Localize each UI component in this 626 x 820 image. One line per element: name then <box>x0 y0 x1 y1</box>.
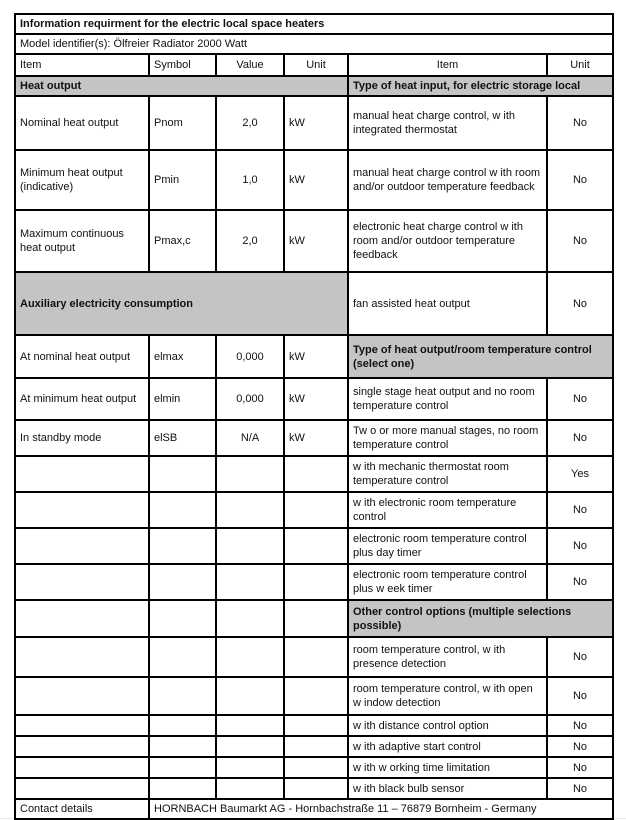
electronic-room-control-label: w ith electronic room temperature control <box>348 492 547 528</box>
empty-cell <box>216 757 284 778</box>
week-timer-label: electronic room temperature control plus w eek timer <box>348 564 547 600</box>
nominal-heat-output-symbol: Pnom <box>149 96 216 150</box>
empty-cell <box>15 492 149 528</box>
minimum-heat-output-symbol: Pmin <box>149 150 216 210</box>
section-other-control-options: Other control options (multiple selections possible) <box>348 600 613 637</box>
empty-cell <box>216 715 284 736</box>
maximum-heat-output-value: 2,0 <box>216 210 284 272</box>
section-type-heat-input: Type of heat input, for electric storage local <box>348 76 613 96</box>
mechanic-thermostat-value: Yes <box>547 456 613 492</box>
empty-cell <box>284 564 348 600</box>
empty-cell <box>149 564 216 600</box>
empty-cell <box>284 677 348 715</box>
empty-cell <box>15 564 149 600</box>
empty-cell <box>284 715 348 736</box>
section-type-heat-output: Type of heat output/room temperature control (select one) <box>348 335 613 378</box>
electronic-charge-feedback-label: electronic heat charge control w ith room and/or outdoor temperature feedback <box>348 210 547 272</box>
header-unit-left: Unit <box>284 54 348 76</box>
empty-cell <box>149 757 216 778</box>
empty-cell <box>15 600 149 637</box>
adaptive-start-label: w ith adaptive start control <box>348 736 547 757</box>
empty-cell <box>149 456 216 492</box>
contact-details-label: Contact details <box>15 799 149 819</box>
day-timer-label: electronic room temperature control plus day timer <box>348 528 547 564</box>
empty-cell <box>284 736 348 757</box>
presence-detection-label: room temperature control, w ith presence detection <box>348 637 547 677</box>
empty-cell <box>15 736 149 757</box>
at-minimum-symbol: elmin <box>149 378 216 420</box>
minimum-heat-output-label: Minimum heat output (indicative) <box>15 150 149 210</box>
working-time-limitation-value: No <box>547 757 613 778</box>
empty-cell <box>15 715 149 736</box>
empty-cell <box>15 677 149 715</box>
two-or-more-stages-value: No <box>547 420 613 456</box>
adaptive-start-value: No <box>547 736 613 757</box>
header-item-left: Item <box>15 54 149 76</box>
distance-control-value: No <box>547 715 613 736</box>
manual-charge-feedback-label: manual heat charge control w ith room and/or outdoor temperature feedback <box>348 150 547 210</box>
standby-symbol: elSB <box>149 420 216 456</box>
single-stage-value: No <box>547 378 613 420</box>
presence-detection-value: No <box>547 637 613 677</box>
empty-cell <box>284 492 348 528</box>
empty-cell <box>216 677 284 715</box>
minimum-heat-output-unit: kW <box>284 150 348 210</box>
standby-unit: kW <box>284 420 348 456</box>
empty-cell <box>216 637 284 677</box>
at-minimum-unit: kW <box>284 378 348 420</box>
maximum-heat-output-label: Maximum continuous heat output <box>15 210 149 272</box>
empty-cell <box>216 778 284 799</box>
empty-cell <box>149 600 216 637</box>
empty-cell <box>284 637 348 677</box>
at-nominal-value: 0,000 <box>216 335 284 378</box>
info-table <box>14 13 614 820</box>
empty-cell <box>149 492 216 528</box>
empty-cell <box>284 600 348 637</box>
electronic-room-control-value: No <box>547 492 613 528</box>
header-value: Value <box>216 54 284 76</box>
empty-cell <box>284 778 348 799</box>
nominal-heat-output-label: Nominal heat output <box>15 96 149 150</box>
empty-cell <box>216 456 284 492</box>
open-window-detection-label: room temperature control, w ith open w indow detection <box>348 677 547 715</box>
empty-cell <box>149 778 216 799</box>
empty-cell <box>284 757 348 778</box>
empty-cell <box>284 456 348 492</box>
distance-control-label: w ith distance control option <box>348 715 547 736</box>
empty-cell <box>216 492 284 528</box>
header-symbol: Symbol <box>149 54 216 76</box>
header-item-right: Item <box>348 54 547 76</box>
empty-cell <box>149 736 216 757</box>
empty-cell <box>15 528 149 564</box>
at-nominal-unit: kW <box>284 335 348 378</box>
at-nominal-symbol: elmax <box>149 335 216 378</box>
empty-cell <box>149 715 216 736</box>
empty-cell <box>149 637 216 677</box>
at-nominal-label: At nominal heat output <box>15 335 149 378</box>
maximum-heat-output-unit: kW <box>284 210 348 272</box>
standby-value: N/A <box>216 420 284 456</box>
at-minimum-value: 0,000 <box>216 378 284 420</box>
manual-charge-thermostat-label: manual heat charge control, w ith integrated thermostat <box>348 96 547 150</box>
empty-cell <box>216 600 284 637</box>
open-window-detection-value: No <box>547 677 613 715</box>
empty-cell <box>216 528 284 564</box>
manual-charge-feedback-value: No <box>547 150 613 210</box>
black-bulb-sensor-label: w ith black bulb sensor <box>348 778 547 799</box>
day-timer-value: No <box>547 528 613 564</box>
single-stage-label: single stage heat output and no room temperature control <box>348 378 547 420</box>
empty-cell <box>149 677 216 715</box>
nominal-heat-output-unit: kW <box>284 96 348 150</box>
nominal-heat-output-value: 2,0 <box>216 96 284 150</box>
empty-cell <box>15 757 149 778</box>
maximum-heat-output-symbol: Pmax,c <box>149 210 216 272</box>
empty-cell <box>284 528 348 564</box>
minimum-heat-output-value: 1,0 <box>216 150 284 210</box>
section-auxiliary-consumption: Auxiliary electricity consumption <box>15 272 348 335</box>
empty-cell <box>15 778 149 799</box>
electronic-charge-feedback-value: No <box>547 210 613 272</box>
empty-cell <box>216 564 284 600</box>
manual-charge-thermostat-value: No <box>547 96 613 150</box>
model-identifier: Model identifier(s): Ölfreier Radiator 2000 Watt <box>15 34 613 54</box>
black-bulb-sensor-value: No <box>547 778 613 799</box>
fan-assisted-value: No <box>547 272 613 335</box>
empty-cell <box>15 456 149 492</box>
table-title: Information requirment for the electric local space heaters <box>15 14 613 34</box>
empty-cell <box>149 528 216 564</box>
mechanic-thermostat-label: w ith mechanic thermostat room temperature control <box>348 456 547 492</box>
fan-assisted-label: fan assisted heat output <box>348 272 547 335</box>
section-heat-output: Heat output <box>15 76 348 96</box>
standby-label: In standby mode <box>15 420 149 456</box>
contact-details-value: HORNBACH Baumarkt AG - Hornbachstraße 11 – 76879 Bornheim - Germany <box>149 799 613 819</box>
at-minimum-label: At minimum heat output <box>15 378 149 420</box>
working-time-limitation-label: w ith w orking time limitation <box>348 757 547 778</box>
header-unit-right: Unit <box>547 54 613 76</box>
two-or-more-stages-label: Tw o or more manual stages, no room temperature control <box>348 420 547 456</box>
week-timer-value: No <box>547 564 613 600</box>
empty-cell <box>15 637 149 677</box>
empty-cell <box>216 736 284 757</box>
